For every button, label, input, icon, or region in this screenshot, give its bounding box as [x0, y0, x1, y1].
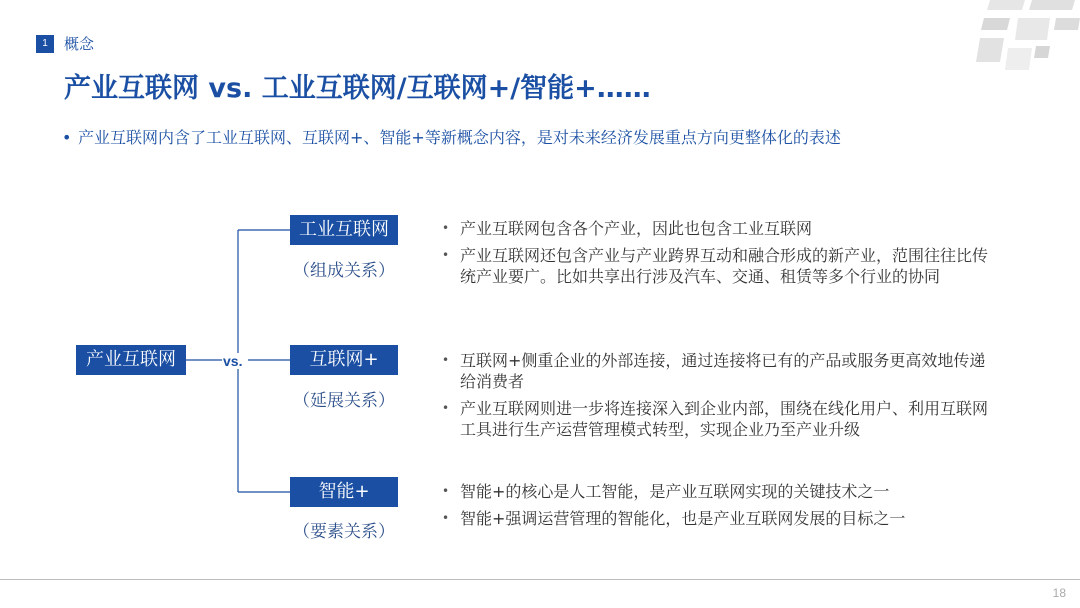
section-label: 概念 [64, 35, 95, 53]
branch-box-intelligence-plus: 智能+ [290, 477, 398, 507]
branch-relation-extension: （延展关系） [293, 391, 395, 411]
branch-relation-element: （要素关系） [293, 522, 395, 542]
page-number: 18 [1052, 586, 1066, 600]
intro-bullet [62, 126, 841, 150]
intro-text: 产业互联网内含了工业互联网、互联网+、智能+等新概念内容，是对未来经济发展重点方向更整体化的表述 [78, 128, 841, 147]
corner-logo-graphic [970, 0, 1080, 80]
branch-relation-composition: （组成关系） [293, 261, 395, 281]
bullet-item: • 互联网+侧重企业的外部连接，通过连接将已有的产品或服务更高效地传递给消费者 [440, 350, 1000, 392]
bullet-item: • 智能+强调运营管理的智能化，也是产业互联网发展的目标之一 [440, 508, 1000, 529]
bullet-group-internet-plus [440, 350, 1000, 446]
section-number-badge: 1 [36, 35, 54, 53]
bullet-item: • 产业互联网则进一步将连接深入到企业内部，围绕在线化用户、利用互联网工具进行生产运营管理模式转型，实现企业乃至产业升级 [440, 398, 1000, 440]
vs-label: vs. [223, 353, 243, 369]
page-title: 产业互联网 vs. 工业互联网/互联网+/智能+…… [64, 73, 651, 104]
bullet-item: • 产业互联网还包含产业与产业跨界互动和融合形成的新产业，范围往往比传统产业要广。比如共享出行涉及汽车、交通、租赁等多个行业的协同 [440, 245, 1000, 287]
bullet-item: • 智能+的核心是人工智能，是产业互联网实现的关键技术之一 [440, 481, 1000, 502]
bullet-group-industrial-internet [440, 218, 1000, 293]
bullet-dot-icon: • [62, 128, 72, 147]
root-box: 产业互联网 [76, 345, 186, 375]
bullet-item: • 产业互联网包含各个产业，因此也包含工业互联网 [440, 218, 1000, 239]
branch-box-industrial-internet: 工业互联网 [290, 215, 398, 245]
bullet-group-intelligence-plus [440, 481, 1000, 535]
footer-divider [0, 579, 1080, 580]
branch-box-internet-plus: 互联网+ [290, 345, 398, 375]
